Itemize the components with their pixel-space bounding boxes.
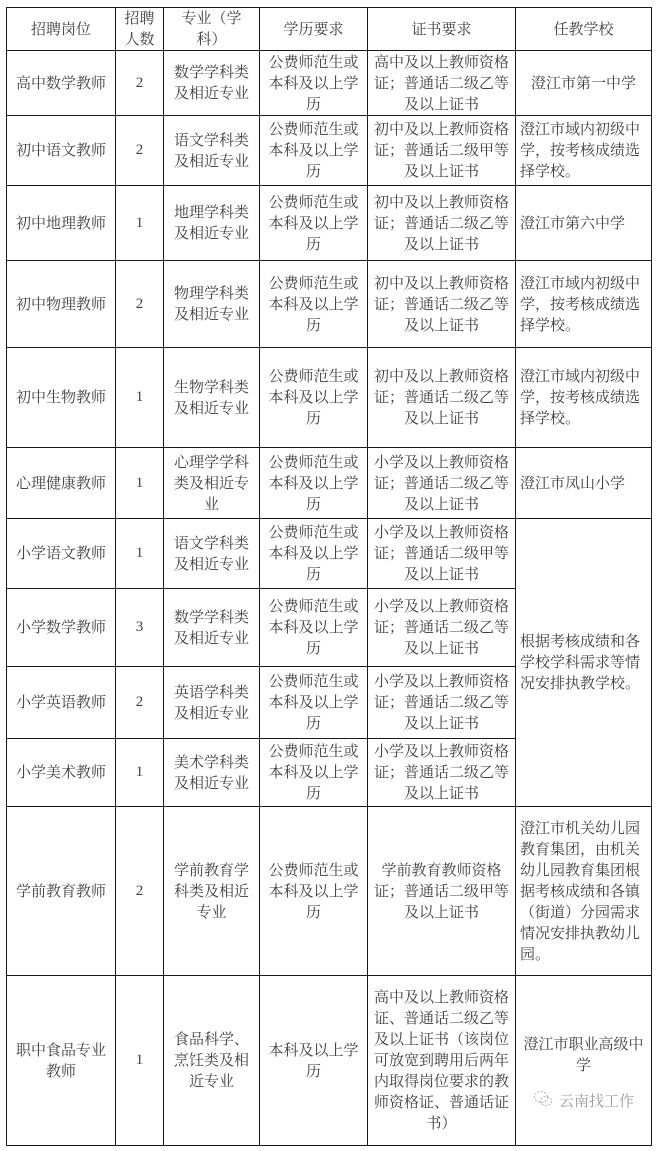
cell-certificate: 学前教育教师资格证；普通话二级甲等及以上证书 bbox=[368, 807, 516, 976]
cell-education: 本科及以上学历 bbox=[260, 976, 368, 1146]
cell-position: 小学美术教师 bbox=[7, 739, 116, 807]
header-school: 任教学校 bbox=[516, 8, 652, 51]
cell-school-merged: 根据考核成绩和各学校学科需求等情况安排执教学校。 bbox=[516, 519, 652, 807]
cell-count: 1 bbox=[116, 348, 164, 448]
cell-school bbox=[516, 976, 652, 1146]
table-row bbox=[7, 261, 652, 348]
table-row bbox=[7, 976, 652, 1146]
cell-certificate: 初中及以上教师资格证；普通话二级乙等及以上证书 bbox=[368, 186, 516, 261]
cell-position: 初中地理教师 bbox=[7, 186, 116, 261]
cell-education: 公费师范生或本科及以上学历 bbox=[260, 667, 368, 739]
table-header-row bbox=[7, 8, 652, 51]
cell-major: 数学学科类及相近专业 bbox=[164, 51, 260, 116]
wechat-icon bbox=[533, 1090, 559, 1114]
cell-count: 2 bbox=[116, 51, 164, 116]
cell-school: 澄江市凤山小学 bbox=[516, 448, 652, 519]
cell-position: 初中生物教师 bbox=[7, 348, 116, 448]
cell-certificate: 小学及以上教师资格证；普通话二级乙等及以上证书 bbox=[368, 589, 516, 667]
cell-school: 澄江市第六中学 bbox=[516, 186, 652, 261]
cell-certificate: 初中及以上教师资格证；普通话二级乙等及以上证书 bbox=[368, 261, 516, 348]
cell-major: 语文学科类及相近专业 bbox=[164, 116, 260, 186]
cell-certificate: 高中及以上教师资格证、普通话二级乙等及以上证书（该岗位可放宽到聘用后两年内取得岗位要求的教师资格证、普通话证书） bbox=[368, 976, 516, 1146]
cell-count: 1 bbox=[116, 186, 164, 261]
header-certificate: 证书要求 bbox=[368, 8, 516, 51]
table-row bbox=[7, 448, 652, 519]
cell-education: 公费师范生或本科及以上学历 bbox=[260, 448, 368, 519]
school-text: 澄江市职业高级中学 bbox=[523, 1034, 644, 1074]
cell-position: 小学语文教师 bbox=[7, 519, 116, 589]
cell-count: 1 bbox=[116, 739, 164, 807]
cell-position: 高中数学教师 bbox=[7, 51, 116, 116]
cell-count: 2 bbox=[116, 116, 164, 186]
cell-education: 公费师范生或本科及以上学历 bbox=[260, 261, 368, 348]
cell-education: 公费师范生或本科及以上学历 bbox=[260, 807, 368, 976]
cell-position: 小学英语教师 bbox=[7, 667, 116, 739]
cell-major: 数学学科类及相近专业 bbox=[164, 589, 260, 667]
table-row bbox=[7, 519, 652, 589]
cell-major: 食品科学、烹饪类及相近专业 bbox=[164, 976, 260, 1146]
header-position: 招聘岗位 bbox=[7, 8, 116, 51]
cell-education: 公费师范生或本科及以上学历 bbox=[260, 348, 368, 448]
cell-education: 公费师范生或本科及以上学历 bbox=[260, 116, 368, 186]
cell-count: 1 bbox=[116, 448, 164, 519]
cell-major: 美术学科类及相近专业 bbox=[164, 739, 260, 807]
cell-certificate: 初中及以上教师资格证；普通话二级乙等及以上证书 bbox=[368, 348, 516, 448]
cell-major: 物理学科类及相近专业 bbox=[164, 261, 260, 348]
cell-count: 1 bbox=[116, 976, 164, 1146]
cell-count: 3 bbox=[116, 589, 164, 667]
table-row bbox=[7, 348, 652, 448]
watermark bbox=[520, 1090, 647, 1114]
cell-position: 职中食品专业教师 bbox=[7, 976, 116, 1146]
cell-certificate: 小学及以上教师资格证；普通话二级甲等及以上证书 bbox=[368, 519, 516, 589]
cell-education: 公费师范生或本科及以上学历 bbox=[260, 589, 368, 667]
table-row bbox=[7, 116, 652, 186]
cell-count: 1 bbox=[116, 519, 164, 589]
cell-certificate: 高中及以上教师资格证；普通话二级乙等及以上证书 bbox=[368, 51, 516, 116]
header-count: 招聘人数 bbox=[116, 8, 164, 51]
cell-position: 学前教育教师 bbox=[7, 807, 116, 976]
header-major: 专业（学科） bbox=[164, 8, 260, 51]
cell-education: 公费师范生或本科及以上学历 bbox=[260, 186, 368, 261]
cell-school: 澄江市域内初级中学，按考核成绩选择学校。 bbox=[516, 261, 652, 348]
cell-education: 公费师范生或本科及以上学历 bbox=[260, 51, 368, 116]
watermark-text: 云南找工作 bbox=[558, 1092, 634, 1110]
header-education: 学历要求 bbox=[260, 8, 368, 51]
cell-certificate: 小学及以上教师资格证；普通话二级乙等及以上证书 bbox=[368, 448, 516, 519]
table-row bbox=[7, 51, 652, 116]
table-row bbox=[7, 186, 652, 261]
cell-position: 初中语文教师 bbox=[7, 116, 116, 186]
cell-major: 心理学学科类及相近专业 bbox=[164, 448, 260, 519]
cell-certificate: 小学及以上教师资格证；普通话二级乙等及以上证书 bbox=[368, 739, 516, 807]
cell-major: 学前教育学科类及相近专业 bbox=[164, 807, 260, 976]
table-row bbox=[7, 807, 652, 976]
cell-school: 澄江市机关幼儿园教育集团，由机关幼儿园教育集团根据考核成绩和各镇（街道）分园需求情况安排执教幼儿园。 bbox=[516, 807, 652, 976]
cell-school: 澄江市域内初级中学，按考核成绩选择学校。 bbox=[516, 348, 652, 448]
cell-position: 初中物理教师 bbox=[7, 261, 116, 348]
cell-major: 语文学科类及相近专业 bbox=[164, 519, 260, 589]
cell-school: 澄江市域内初级中学，按考核成绩选择学校。 bbox=[516, 116, 652, 186]
cell-count: 2 bbox=[116, 667, 164, 739]
cell-count: 2 bbox=[116, 807, 164, 976]
cell-count: 2 bbox=[116, 261, 164, 348]
cell-education: 公费师范生或本科及以上学历 bbox=[260, 519, 368, 589]
cell-major: 生物学科类及相近专业 bbox=[164, 348, 260, 448]
cell-education: 公费师范生或本科及以上学历 bbox=[260, 739, 368, 807]
cell-position: 心理健康教师 bbox=[7, 448, 116, 519]
cell-school: 澄江市第一中学 bbox=[516, 51, 652, 116]
recruitment-table bbox=[6, 7, 652, 1146]
cell-certificate: 初中及以上教师资格证；普通话二级甲等及以上证书 bbox=[368, 116, 516, 186]
cell-major: 地理学科类及相近专业 bbox=[164, 186, 260, 261]
cell-certificate: 小学及以上教师资格证；普通话二级乙等及以上证书 bbox=[368, 667, 516, 739]
cell-major: 英语学科类及相近专业 bbox=[164, 667, 260, 739]
cell-position: 小学数学教师 bbox=[7, 589, 116, 667]
